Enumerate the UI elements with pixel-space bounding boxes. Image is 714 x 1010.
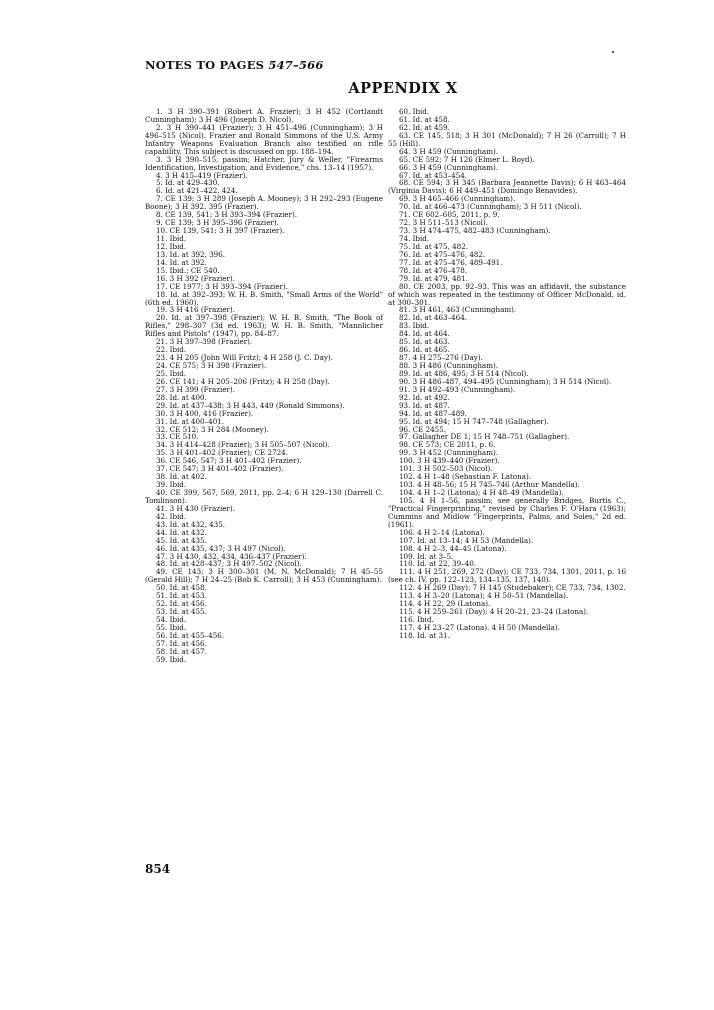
endnote: 38. Id. at 402.	[156, 472, 207, 482]
endnote: 82. Id. at 463–464.	[399, 313, 468, 323]
endnote: 78. Id. at 476–478.	[399, 265, 468, 275]
endnote: 69. 3 H 465–466 (Cunningham).	[399, 194, 516, 204]
endnote: 3. 3 H 390–515, passim; Hatcher, Jury & Weller, "Firearms Identification, Investigation, and Evidence," chs. 13–14 (1957).	[145, 154, 383, 172]
endnote: 20. Id. at 397–398 (Frazier); W. H. B. Smith, "The Book of Rifles," 298–307 (3d ed. 1963); W. H. B. Smith, "Mannlicher Rifles and Pistols" (1947), pp. 84–87.	[145, 313, 383, 339]
endnote: 62. Id. at 459.	[399, 122, 450, 132]
endnote: 79. Id. at 479, 481.	[399, 273, 469, 283]
endnote: 86. Id. at 465.	[399, 345, 450, 355]
endnote: 63. CE 145, 518; 3 H 301 (McDonald); 7 H 26 (Carroll); 7 H 55 (Hill).	[388, 130, 626, 148]
running-head	[145, 58, 324, 72]
endnote: 67. Id. at 453–454.	[399, 170, 468, 180]
endnote: 85. Id. at 463.	[399, 337, 450, 347]
endnote: 24. CE 575; 3 H 398 (Frazier).	[156, 361, 267, 370]
running-head-pages: 547–566	[268, 58, 324, 72]
endnote: 11. Ibid.	[156, 234, 187, 243]
endnote: 101. 3 H 502–503 (Nicol).	[399, 464, 493, 474]
endnote: 33. CE 510.	[156, 432, 199, 442]
endnote: 81. 3 H 461, 463 (Cunningham).	[399, 305, 517, 315]
endnote: 64. 3 H 459 (Cunningham).	[399, 146, 499, 156]
endnote: 71. CE 602–605, 2011, p. 9.	[399, 210, 500, 220]
endnote: 21. 3 H 397–398 (Frazier).	[156, 337, 253, 347]
notes-column-left	[145, 108, 383, 664]
endnote: 99. 3 H 452 (Cunningham).	[399, 448, 499, 458]
endnote: 35. 3 H 401–402 (Frazier); CE 2724.	[156, 448, 288, 458]
endnote: 68. CE 594; 3 H 345 (Barbara Jeannette Davis); 6 H 463–464 (Virginia Davis); 6 H 449–451 (Domingo Benavides).	[388, 178, 626, 196]
endnote: 100. 3 H 439–440 (Frazier).	[399, 456, 500, 466]
endnote: 111. 4 H 251, 269, 272 (Day); CE 733, 734, 1301, 2011, p. 16 (see ch. IV, pp. 122–123, 134–135, 137, 140).	[388, 567, 626, 585]
endnote: 115. 4 H 259–261 (Day); 4 H 20–21, 23–24 (Latona).	[399, 607, 589, 617]
endnote: 61. Id. at 458.	[399, 114, 450, 124]
endnote: 2. 3 H 390–441 (Frazier); 3 H 451–496 (Cunningham); 3 H 496–515 (Nicol). Frazier and Ronald Simmons of the U.S. Army Infantry Weapons Evaluation Branch also testified on rifle capability. This subject is discussed on pp. 188–194.	[145, 122, 383, 156]
endnote: 110. Id. at 22, 39–40.	[399, 559, 477, 569]
endnote: 118. Id. at 31.	[399, 630, 450, 640]
endnote: 39. Ibid.	[156, 480, 187, 490]
endnote: 57. Id. at 456.	[156, 638, 207, 648]
endnote: 77. Id. at 475–476, 489–491.	[399, 257, 503, 267]
endnote: 53. Id. at 455.	[156, 607, 207, 617]
endnote: 55. Ibid.	[156, 622, 187, 632]
endnote: 42. Ibid.	[156, 511, 187, 521]
endnote: 47. 3 H 430, 432, 434, 436–437 (Frazier).	[156, 551, 307, 561]
endnote: 15. Ibid.; CE 540.	[156, 265, 220, 275]
endnote: 40. CE 399, 567, 569, 2011, pp. 2–4; 6 H 129–130 (Darrell C. Tomlinson).	[145, 488, 383, 505]
endnote: 54. Ibid.	[156, 615, 187, 624]
endnote: 23. 4 H 205 (John Will Fritz); 4 H 258 (J. C. Day).	[156, 353, 333, 363]
endnote: 43. Id. at 432, 435.	[156, 519, 226, 529]
endnote: 103. 4 H 48–56; 15 H 745–746 (Arthur Mandella).	[399, 480, 580, 490]
endnote: 17. CE 1977; 3 H 393–394 (Frazier).	[156, 281, 288, 291]
page-number: 854	[145, 862, 171, 876]
endnote: 107. Id. at 13–14; 4 H 53 (Mandella).	[399, 535, 534, 545]
endnote: 7. CE 139; 3 H 289 (Joseph A. Mooney); 3 H 292–293 (Eugene Boone); 3 H 392, 395 (Frazier).	[145, 194, 383, 212]
endnote: 1. 3 H 390–391 (Robert A. Frazier); 3 H 452 (Cortlandt Cunningham); 3 H 496 (Joseph D. Nicol).	[145, 107, 383, 124]
endnote: 105. 4 H 1–56, passim; see generally Bridges, Burtis C., "Practical Fingerprinting," revised by Charles F. O'Hara (1963); Cummins and Midlow "Fingerprints, Palms, and Soles," 2d ed. (1961).	[388, 495, 626, 529]
endnote: 117. 4 H 23–27 (Latona). 4 H 50 (Mandella).	[399, 622, 560, 632]
endnote: 92. Id. at 492.	[399, 392, 450, 402]
endnote: 76. Id. at 475–476, 482.	[399, 249, 486, 259]
endnote: 18. Id. at 392–393; W. H. B. Smith, "Small Arms of the World" (6th ed. 1960).	[145, 289, 383, 307]
endnote: 59. Ibid.	[156, 654, 187, 664]
endnote: 34. 3 H 414–428 (Frazier); 3 H 505–507 (Nicol).	[156, 440, 330, 450]
endnote: 93. Id. at 487.	[399, 400, 450, 410]
endnote: 26. CE 141; 4 H 205–206 (Fritz); 4 H 258 (Day).	[156, 376, 330, 386]
endnote: 29. Id. at 437–438; 3 H 443, 449 (Ronald Simmons).	[156, 400, 345, 410]
appendix-title: APPENDIX X	[348, 80, 458, 97]
endnote: 108. 4 H 2–3, 44–45 (Latona).	[399, 543, 507, 553]
endnote: 97. Gallagher DE 1; 15 H 748–751 (Gallagher).	[399, 432, 570, 442]
endnote: 98. CE 573; CE 2011, p. 6.	[399, 440, 496, 450]
endnote: 84. Id. at 464.	[399, 329, 450, 339]
endnote: 8. CE 139, 541; 3 H 393–394 (Frazier).	[156, 210, 298, 220]
endnote: 45. Id. at 435.	[156, 535, 207, 545]
endnote: 27. 3 H 399 (Frazier).	[156, 384, 235, 394]
endnote: 46. Id. at 435, 437; 3 H 497 (Nicol).	[156, 543, 286, 553]
endnote: 19. 3 H 416 (Frazier).	[156, 305, 235, 315]
endnote: 14. Id. at 392.	[156, 257, 207, 267]
endnote: 114. 4 H 22, 29 (Latona).	[399, 599, 491, 609]
endnote: 9. CE 139; 3 H 395–396 (Frazier).	[156, 218, 279, 228]
endnote: 80. CE 2003, pp. 92–93. This was an affidavit, the substance of which was repeated in the testimony of Officer McDonald, id. at 300–301.	[388, 281, 626, 307]
endnote: 89. Id. at 486, 495; 3 H 514 (Nicol).	[399, 368, 529, 378]
endnote: 60. Ibid.	[399, 107, 430, 116]
endnote: 16. 3 H 392 (Frazier).	[156, 273, 235, 283]
endnote: 44. Id. at 432.	[156, 527, 207, 537]
endnote: 96. CE 2455.	[399, 424, 447, 434]
endnote: 12. Ibid.	[156, 241, 187, 251]
endnote: 88. 3 H 486 (Cunningham).	[399, 361, 499, 370]
endnote: 31. Id. at 400–401.	[156, 416, 225, 426]
endnote: 36. CE 546, 547; 3 H 401–402 (Frazier).	[156, 456, 302, 466]
endnote: 4. 3 H 415–419 (Frazier).	[156, 170, 248, 180]
endnote: 94. Id. at 487–489.	[399, 408, 468, 418]
endnote: 90. 3 H 486–487, 494–495 (Cunningham); 3 H 514 (Nicol).	[399, 376, 612, 386]
endnote: 102. 4 H 1–48 (Sebastian F. Latona).	[399, 472, 532, 482]
endnote: 83. Ibid.	[399, 321, 430, 331]
endnote: 22. Ibid.	[156, 345, 187, 355]
running-head-prefix: NOTES TO PAGES	[145, 58, 269, 72]
endnote: 41. 3 H 430 (Frazier).	[156, 503, 235, 513]
endnote: 49. CE 143; 3 H 300–301 (M. N. McDonald); 7 H 45–55 (Gerald Hill); 7 H 24–25 (Bob K. Carroll); 3 H 453 (Cunningham).	[145, 567, 383, 585]
endnote: 25. Ibid.	[156, 368, 187, 378]
endnote: 10. CE 139, 541; 3 H 397 (Frazier).	[156, 226, 285, 236]
endnote: 65. CE 592; 7 H 126 (Elmer L. Boyd).	[399, 154, 535, 164]
endnote: 113. 4 H 3–20 (Latona); 4 H 50–51 (Mandella).	[399, 591, 569, 601]
endnote: 58. Id. at 457.	[156, 646, 207, 656]
endnote: 106. 4 H 2–14 (Latona).	[399, 527, 485, 537]
endnote: 87. 4 H 275–276 (Day).	[399, 353, 483, 363]
endnote: 6. Id. at 421–422, 424.	[156, 186, 238, 196]
endnote: 66. 3 H 459 (Cunningham).	[399, 162, 499, 172]
endnote: 116. Ibid.	[399, 615, 434, 624]
endnote: 70. Id. at 466–473 (Cunningham); 3 H 511 (Nicol).	[399, 202, 582, 212]
endnote: 52. Id. at 456.	[156, 599, 207, 609]
endnote: 28. Id. at 400.	[156, 392, 207, 402]
endnote: 50. Id. at 458.	[156, 583, 207, 593]
endnote: 13. Id. at 392, 396.	[156, 249, 226, 259]
endnote: 37. CE 547; 3 H 401–402 (Frazier).	[156, 464, 284, 474]
endnote: 112. 4 H 269 (Day); 7 H 145 (Studebaker); CE 733, 734, 1302.	[399, 583, 626, 593]
endnote: 95. Id. at 494; 15 H 747–748 (Gallagher).	[399, 416, 549, 426]
endnote: 73. 3 H 474–475, 482–483 (Cunningham).	[399, 226, 551, 236]
notes-column-right	[388, 108, 626, 640]
endnote: 74. Ibid.	[399, 234, 430, 243]
endnote: 109. Id. at 3–5.	[399, 551, 454, 561]
endnote: 56. Id. at 455–456.	[156, 630, 225, 640]
endnote: 75. Id. at 475, 482.	[399, 241, 469, 251]
scan-speck	[612, 51, 614, 53]
endnote: 72. 3 H 511–513 (Nicol).	[399, 218, 488, 228]
endnote: 51. Id. at 453.	[156, 591, 207, 601]
endnote: 30. 3 H 400, 416 (Frazier).	[156, 408, 254, 418]
endnote: 32. CE 512; 3 H 284 (Mooney).	[156, 424, 269, 434]
endnote: 48. Id. at 428–437; 3 H 497–502 (Nicol).	[156, 559, 302, 569]
endnote: 5. Id. at 429–430.	[156, 178, 220, 188]
endnote: 104. 4 H 1–2 (Latona); 4 H 48–49 (Mandella).	[399, 488, 564, 497]
endnote: 91. 3 H 492–493 (Cunningham).	[399, 384, 516, 394]
